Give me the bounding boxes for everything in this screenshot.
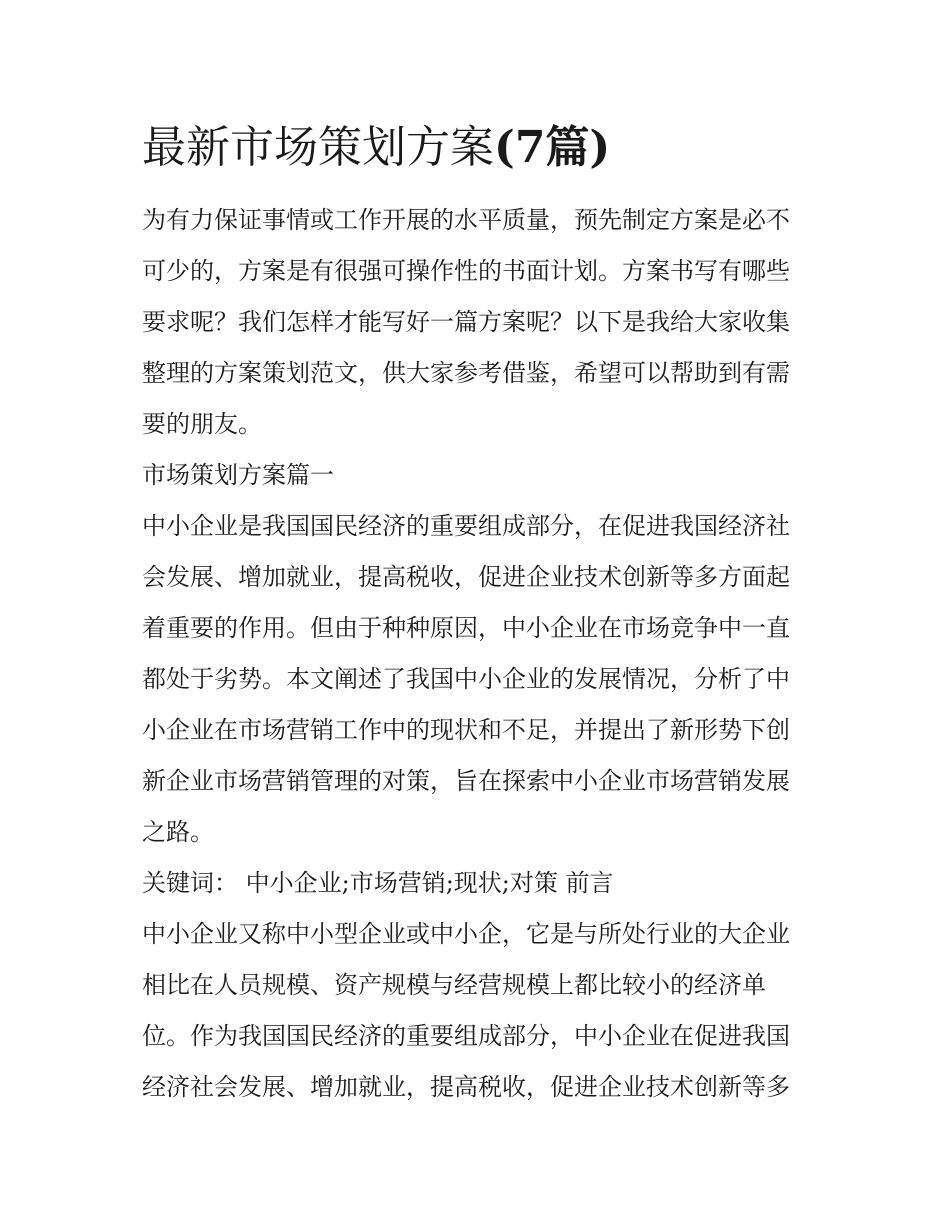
body-line: 为有力保证事情或工作开展的水平质量，预先制定方案是必不 [142,206,790,234]
body-line: 都处于劣势。本文阐述了我国中小企业的发展情况，分析了中 [142,665,790,693]
body-line: 小企业在市场营销工作中的现状和不足，并提出了新形势下创 [142,716,790,744]
body-line: 要求呢？我们怎样才能写好一篇方案呢？以下是我给大家收集 [142,308,790,336]
body-line: 整理的方案策划范文，供大家参考借鉴，希望可以帮助到有需 [142,359,790,387]
body-line: 新企业市场营销管理的对策，旨在探索中小企业市场营销发展 [142,767,790,795]
keywords-line: 关键词： 中小企业;市场营销;现状;对策 前言 [142,869,614,897]
body-line: 经济社会发展、增加就业，提高税收，促进企业技术创新等多 [142,1073,790,1101]
document-title [142,118,610,178]
body-line: 中小企业是我国国民经济的重要组成部分，在促进我国经济社 [142,512,790,540]
body-line: 要的朋友。 [142,410,262,438]
title-main: 最新市场策划方案 [142,122,494,173]
title-suffix: (7篇) [494,122,611,173]
body-line: 位。作为我国国民经济的重要组成部分，中小企业在促进我国 [142,1022,790,1050]
body-line: 可少的，方案是有很强可操作性的书面计划。方案书写有哪些 [142,257,790,285]
body-line: 着重要的作用。但由于种种原因，中小企业在市场竞争中一直 [142,614,790,642]
section-heading: 市场策划方案篇一 [142,461,334,489]
body-line: 会发展、增加就业，提高税收，促进企业技术创新等多方面起 [142,563,790,591]
body-line: 相比在人员规模、资产规模与经营规模上都比较小的经济单 [142,971,766,999]
body-line: 之路。 [142,818,214,846]
body-line: 中小企业又称中小型企业或中小企，它是与所处行业的大企业 [142,920,790,948]
